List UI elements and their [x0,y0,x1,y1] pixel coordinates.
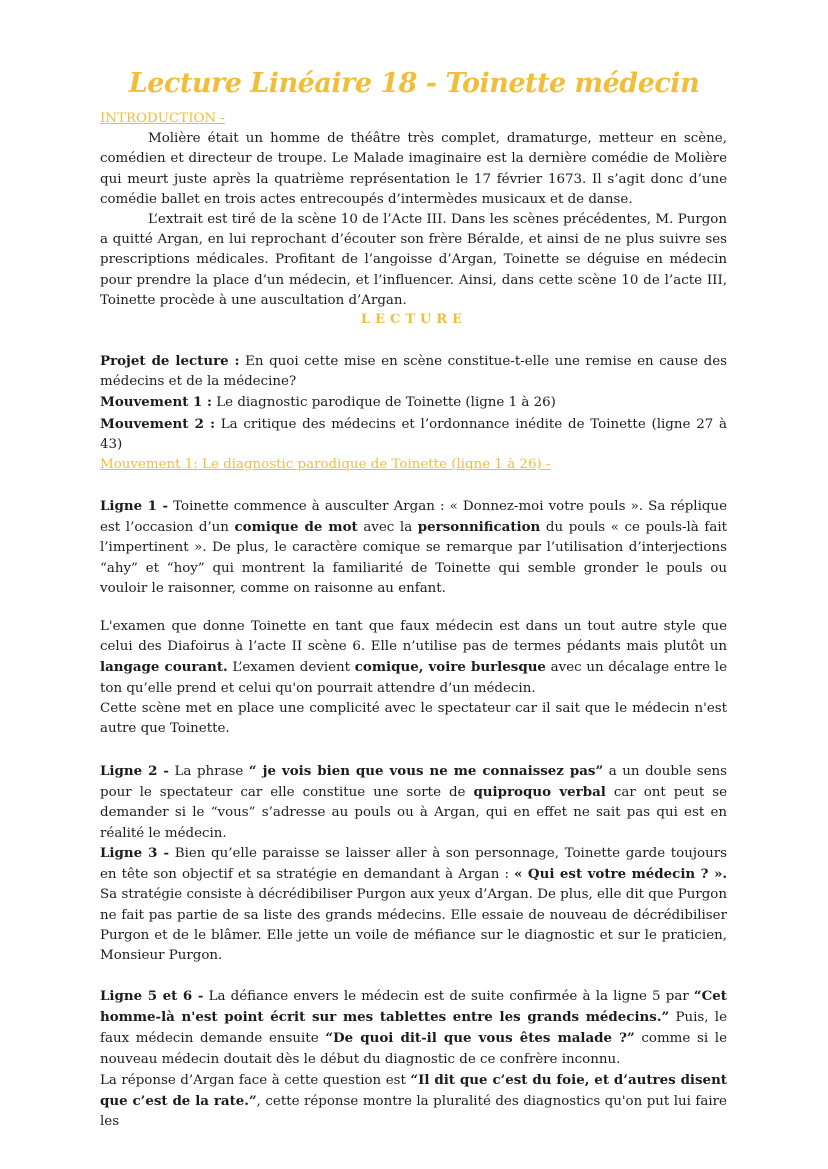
projet-label: Projet de lecture : [100,353,240,369]
ligne-2-section [100,761,727,844]
ligne-5-6-text-a: La défiance envers le médecin est de suite confirmée à la ligne 5 par [203,989,694,1004]
projet-paragraph [100,351,727,392]
ligne-2-label: Ligne 2 - [100,763,169,779]
page-title: Lecture Linéaire 18 - Toinette médecin [128,68,700,99]
ligne-1-bold-a: comique de mot [234,519,358,536]
lecture-label: LECTURE [360,312,468,327]
mouvement-2-text: La critique des médecins et l’ordonnance inédite de Toinette (ligne 27 à 43) [100,416,727,452]
ligne-2-text-a: La phrase [168,764,249,779]
ligne-2-bold-a: “ je vois bien que vous ne me connaissez pas” [248,763,604,779]
ligne-5-6-p2-text-b: , cette réponse montre la pluralité des diagnostics qu'on put lui faire les [100,1094,727,1130]
mouvement-2-label: Mouvement 2 : [100,415,216,432]
intro-paragraph-2: L’extrait est tiré de la scène 10 de l’Acte III. Dans les scènes précédentes, M. Purgon a quitté Argan, en lui reprochant d’écouter son frère Béralde, et ainsi de ne plus suivre ses prescriptions médicales. Profitant de l’angoisse d’Argan, Toinette se déguise en médecin pour prendre la place d’un médecin, et l’influencer. Ainsi, dans cette scène 10 de l’acte III, Toinette procède à une auscultation d’Argan. [100,212,727,308]
examen-section [100,617,727,739]
ligne-3-label: Ligne 3 - [100,845,170,861]
mouvement-2-line [100,414,727,455]
ligne-5-6-paragraph-2 [100,1070,727,1133]
ligne-5-6-p2-bold-a: “Il dit que c’est du foie, et d’autres disent que c’est de la rate.” [100,1071,727,1110]
mouvement-1-text: Le diagnostic parodique de Toinette (ligne 1 à 26) [211,395,556,411]
ligne-1-label: Ligne 1 - [100,498,169,514]
projet-section [100,351,727,455]
examen-paragraph [100,617,727,699]
ligne-5-6-text-c: comme si le nouveau médecin doutait dès le début du diagnostic de ce confrère inconnu. [100,1031,728,1067]
ligne-5-6-section [100,986,727,1132]
ligne-1-bold-b: personnification [417,519,541,536]
ligne-1-section [100,496,727,599]
examen-text-a: L'examen que donne Toinette en tant que faux médecin est dans un tout autre style que celui des Diafoirus à l’acte II scène 6. Elle n’utilise pas de termes pédants mais plutôt un [100,619,727,655]
ligne-1-paragraph [100,496,727,599]
ligne-3-bold-a: « Qui est votre médecin ? ». [514,866,727,883]
mouvement-1-section-heading [100,455,727,475]
ligne-2-text-b: a un double sens pour le spectateur car elle constitue une sorte de [100,764,727,801]
ligne-3-text-a: Bien qu’elle paraisse se laisser aller à son personnage, Toinette garde toujours en tête son objectif et sa stratégie en demandant à Argan : [100,846,727,883]
ligne-2-bold-b: quiproquo verbal [473,784,606,801]
ligne-5-6-p2-text-a: La réponse d’Argan face à cette question est [100,1072,411,1088]
ligne-3-text-b: Sa stratégie consiste à décrédibiliser Purgon aux yeux d’Argan. De plus, elle dit que Purgon ne fait pas partie de sa liste des grands médecins. Elle essaie de nouveau de décrédibiliser Purgon et de le blâmer. Elle jette un voile de méfiance sur le diagnostic et sur le praticien, Monsieur Purgon. [100,887,727,964]
intro-paragraph-1: Molière était un homme de théâtre très complet, dramaturge, metteur en scène, comédien et directeur de troupe. Le Malade imaginaire est la dernière comédie de Molière qui meurt juste après la quatrième représentation le 17 février 1673. Il s’agit donc d’une comédie ballet en trois actes entrecoupés d’intermèdes musicaux et de danse. [100,131,727,207]
introduction-heading: INTRODUCTION - [100,111,225,126]
ligne-5-6-paragraph [100,986,727,1070]
examen-bold-b: comique, voire burlesque [354,659,546,676]
ligne-3-section [100,843,727,966]
ligne-1-text-b: avec la [357,520,418,536]
introduction-section [100,109,727,311]
ligne-2-text-c: car ont peut se demander si le “vous” s’adresse au pouls ou à Argan, qui en effet ne sait pas qui est en réalité le médecin. [100,785,728,841]
ligne-2-paragraph [100,761,727,844]
projet-text: En quoi cette mise en scène constitue-t-elle une remise en cause des médecins et de la médecine? [100,354,728,390]
mouvement-1-heading: Mouvement 1: Le diagnostic parodique de Toinette (ligne 1 à 26) - [100,457,551,472]
ligne-5-6-label: Ligne 5 et 6 - [100,988,204,1004]
ligne-5-6-text-b: Puis, le faux médecin demande ensuite [100,1010,727,1047]
ligne-3-paragraph [100,843,727,966]
examen-bold-a: langage courant. [100,659,228,676]
examen-text-b: L’examen devient [227,660,355,676]
ligne-5-6-bold-b: “De quoi dit-il que vous êtes malade ?” [325,1030,635,1047]
examen-text-c: avec un décalage entre le ton qu’elle prend et celui qu'on pourrait attendre d’un médecin. [100,660,727,696]
ligne-1-text-c: du pouls « ce pouls-là fait l’impertinent ». De plus, le caractère comique se remarque par l’utilisation d’interjections “ahy” et “hoy” qui montrent la familiarité de Toinette qui semble gronder le pouls ou vouloir le raisonner, comme on raisonne au enfant. [100,520,728,596]
mouvement-1-line [100,392,727,413]
ligne-1-text-a: Toinette commence à ausculter Argan : « Donnez-moi votre pouls ». Sa réplique est l’occasion d’un [100,499,727,536]
mouvement-1-label: Mouvement 1 : [100,394,212,411]
ligne-5-6-bold-a: “Cet homme-là n'est point écrit sur mes tablettes entre les grands médecins.” [100,988,727,1026]
examen-paragraph-2: Cette scène met en place une complicité avec le spectateur car il sait que le médecin n'est autre que Toinette. [100,700,727,737]
